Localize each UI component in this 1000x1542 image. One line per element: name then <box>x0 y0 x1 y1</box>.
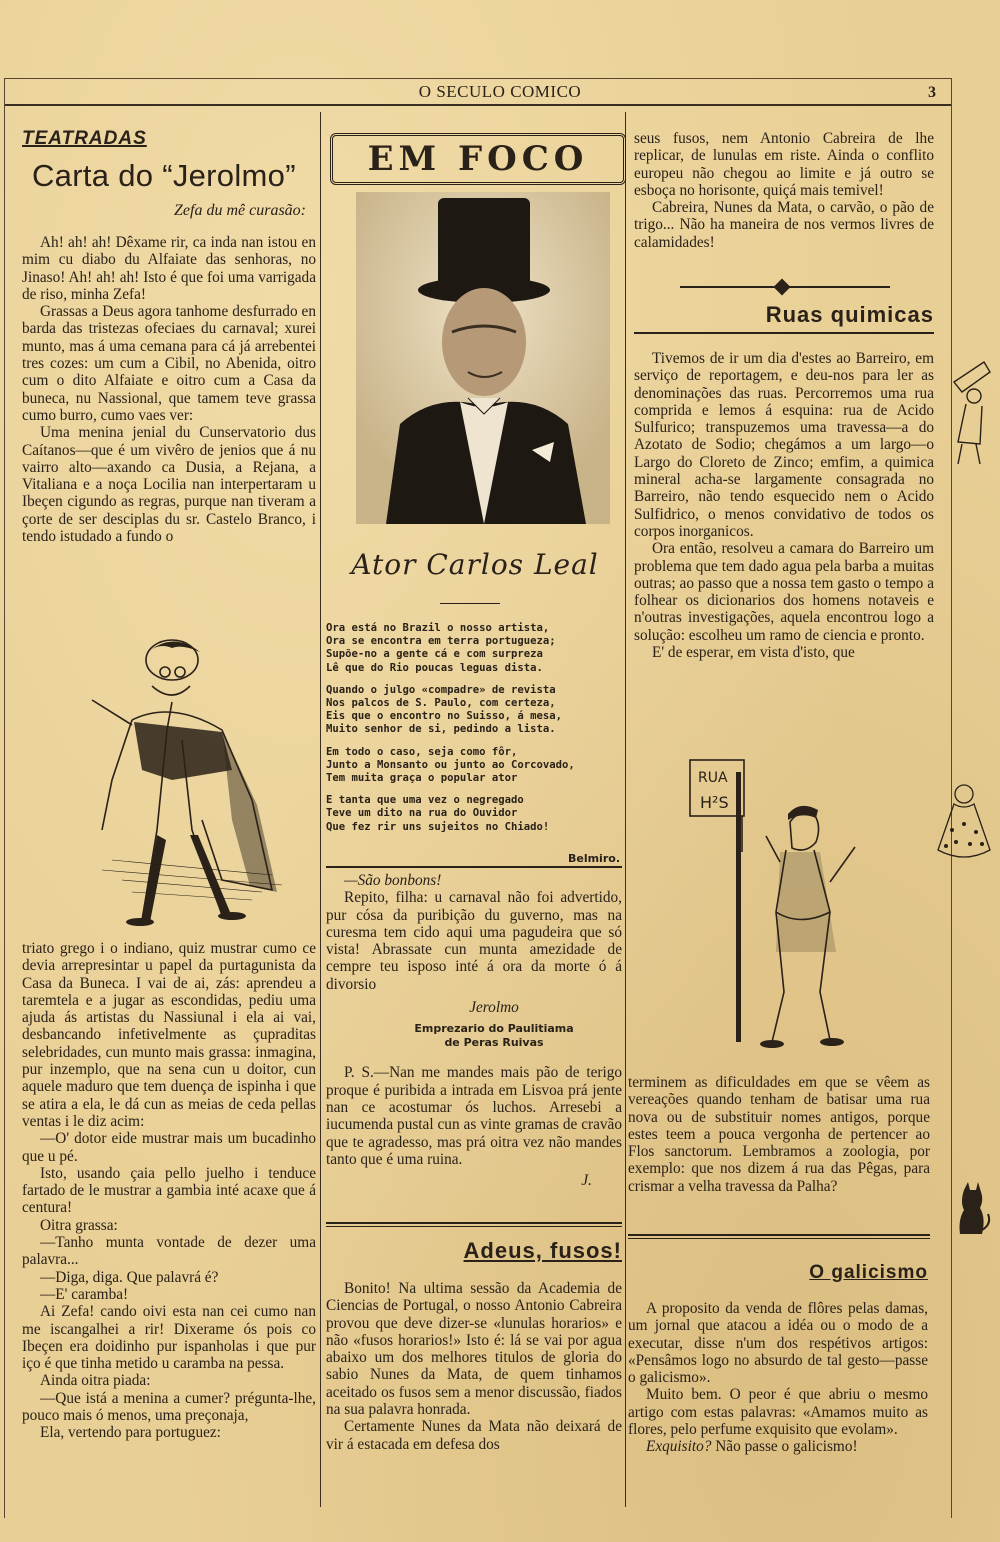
poem-line: Ora se encontra em terra portugueza; <box>326 635 556 648</box>
section-rule <box>628 1238 930 1239</box>
poem-stanza <box>326 622 626 675</box>
letter-salutation: Zefa du mê curasão: <box>174 202 306 219</box>
poem-line: Em todo o caso, seja como fôr, <box>326 745 518 758</box>
paragraph: seus fusos, nem Antonio Cabreira de lhe replicar, de lunulas em riste. Ainda o conflito europeu não chegou ao limite e já outro se esboça no horisonte, quiçá mais temivel! <box>634 130 934 199</box>
paragraph: Certamente Nunes da Mata não deixará de vir á estacada em defesa dos <box>326 1418 622 1453</box>
article-body-bottom <box>22 940 316 1442</box>
margin-doodle-lady <box>930 780 998 870</box>
paragraph: triato grego i o indiano, quiz mustrar cumo ce devia arrepresintar u papel da purtagunista da Casa da Buneca. I vai de ai, zás: aprendeu a taremtela e a jugar as escondidas, pediu uma ajuda ás artistas du Nassiunal i ela ai vai, desbancando infetivelmente as çupraditas selebridades, cun munto mais grassa: inmagina, pur inzemplo, que na sena cun u doitor, cun aquele maduro que tem duença de ispinha i que se atira a ela, le dá cun as meias de ceda pellas ventas i le diz acim: <box>22 940 316 1130</box>
top-border <box>4 78 952 79</box>
paragraph: P. S.—Nan me mandes mais pão de terigo proque é puribida a intrada em Lisvoa prá jente nan ce acostumar ós luchos. Arresebi a iucumenda pustal cun as vinte gramas de cravão que te agradesso, mas prá oitra vez não mandes tanto que é uma ruina. <box>326 1064 622 1168</box>
poem-line: Muito senhor de si, pedindo a lista. <box>326 723 556 736</box>
running-head <box>0 82 1000 104</box>
poem <box>326 622 626 843</box>
em-foco-banner: EM FOCO <box>330 133 626 185</box>
poem-line: E tanta que uma vez o negregado <box>326 794 524 807</box>
signatory-title <box>366 1022 622 1050</box>
section-rule <box>326 1222 622 1224</box>
article-adeus-fusos-continued <box>634 130 934 251</box>
paragraph <box>326 872 622 889</box>
paragraph: —Que istá a menina a cumer? prégunta-lhe, pouco mais ó menos, uma preçonaja, <box>22 1389 316 1425</box>
article-heading: O galicismo <box>809 1262 928 1283</box>
article-body-top <box>22 234 316 545</box>
newspaper-title: O SECULO COMICO <box>418 82 582 101</box>
article-adeus-fusos <box>326 1238 622 1453</box>
paragraph: Muito bem. O peor é que abriu o mesmo artigo com estas palavras: «Amamos muito as flores, pelo perfume exquisito que evolam». <box>628 1386 928 1439</box>
street-sign-line-2: H²S <box>700 793 729 812</box>
paragraph: Oitra grassa: <box>40 1216 118 1234</box>
letter-continuation <box>326 872 622 1189</box>
poem-line: Nos palcos de S. Paulo, com certeza, <box>326 697 556 710</box>
paragraph: Cabreira, Nunes da Mata, o carvão, o pão de trigo... Não ha maneira de nos vermos livres de calamidades! <box>634 199 934 251</box>
caption-divider <box>440 603 500 604</box>
article-title: Carta do “Jerolmo” <box>32 158 296 193</box>
article-ruas-quimicas-continued <box>628 1074 930 1195</box>
article-galicismo <box>628 1262 928 1456</box>
poem-line: Lê que do Rio poucas leguas dista. <box>326 661 543 674</box>
paragraph: E' de esperar, em vista d'isto, que <box>652 644 855 662</box>
paragraph: terminem as dificuldades em que se vêem as vereações quando tenham de batisar uma rua nova ou de substituir nomes antigos, porque estes teem a pouca vergonha de pertencer ao Flos sanctorum. Lembramos a zoologia, por exemplo: que nos dizem á rua das Pêgas, para crismar a velha travessa da Palha? <box>628 1074 930 1195</box>
poem-stanza <box>326 794 626 834</box>
paragraph: Bonito! Na ultima sessão da Academia de Ciencias de Portugal, o nosso Antonio Cabreira provou que deve dizer-se «lunulas horarios» e não «fusos horarios!» Isto é: lá se vai por agua abaixo um dos melhores titulos de gloria do sabio Nunes da Mata, de quem tinhamos aceitado os fusos sem a menor discussão, fiados na sua palavra honrada. <box>326 1280 622 1419</box>
paragraph: Repito, filha: u carnaval não foi advertido, pur cósa da puribição du guverno, mas na curesma tem cido aqui uma pagudeira que só vista! Abrassate cun munta amezidade de cempre teu isposo inté á ora da morte ó á divorsio <box>326 889 622 993</box>
ps-signature: J. <box>581 1172 592 1190</box>
paragraph: Tivemos de ir um dia d'estes ao Barreiro, em serviço de reportagem, e deu-nos para ler as denominações das ruas. Percorremos uma rua comprida e lemos á esquina: rua de Acido Sulfurico; transpuzemos uma travessa—a do Azotato de Sodio; chegámos a um largo—o Largo do Cloreto de Zinco; emfim, a quimica mineral acha-se largamente consagrada no Barreiro, não tendo esquecido nem o Acido Sulfidrico, o menos convidativo de todos os corpos inorganicos. <box>634 350 934 540</box>
paragraph-text: —São bonbons! <box>344 872 442 889</box>
section-rule <box>326 1226 622 1227</box>
paragraph: A proposito da venda de flôres pelas damas, um jornal que atacou a idéa ou o modo de a executar, disse n'um dos respétivos artigos: «Pensâmos logo no absurdo de tal gesto—passe o galicismo». <box>628 1300 928 1387</box>
portrait-caption: Ator Carlos Leal <box>351 548 599 581</box>
poem-line: Teve um dito na rua do Ouvidor <box>326 807 518 820</box>
heading-underline <box>634 332 934 334</box>
paragraph: —E' caramba! <box>40 1285 129 1303</box>
poem-signature: Belmiro. <box>567 852 620 865</box>
article-heading: Ruas quimicas <box>765 302 934 327</box>
poem-line: Tem muita graça o popular ator <box>326 772 518 785</box>
left-frame-line <box>4 78 5 1518</box>
article-body <box>628 1300 928 1456</box>
paragraph: Grassas a Deus agora tanhome desfurrado en barda das tristezas ofeciaes du carnaval; xurei munto, mas á uma cemana para cá já arrebentei tres cozes: um cum a Cibil, no Abenida, oitro cum o dito Alfaiate e oitro cum a Casa da buneca, nu Nassional, que tamem teve grassa cumo burro, cumo vaes ver: <box>22 303 316 424</box>
paragraph: Ah! ah! ah! Dêxame rir, ca inda nan istou en mim cu diabo du Alfaiate das senhoras, no Jinaso! Ah! ah! ah! Isto é que foi uma varrigada de riso, minha Zefa! <box>22 234 316 303</box>
column-teatradas <box>22 128 316 545</box>
article-heading: Adeus, fusos! <box>463 1238 622 1263</box>
section-rule <box>326 866 622 868</box>
page-number: 3 <box>928 84 937 101</box>
paragraph: —Diga, diga. Que palavrá é? <box>40 1268 219 1286</box>
paragraph: Uma menina jenial du Cunservatorio dus Caítanos—que é um vivêro de jenios que á nu vairro alto—axando ca Dusia, a Rejana, a Vitaliana e a noça Locilia nan interpertaram u Ibeçen cigundo as regras, purque nan tiveram a çorte de ser desciplas du sr. Castelo Branco, i tendo istudado a fundo o <box>22 424 316 546</box>
header-rule <box>4 104 952 106</box>
poem-line: Eis que o encontro no Suisso, á mesa, <box>326 710 562 723</box>
paragraph: —Tanho munta vontade de dezer uma palavra... <box>22 1234 316 1269</box>
signatory-title-line: Emprezario do Paulitiama <box>414 1022 574 1036</box>
letter-signature: Jerolmo <box>469 999 519 1017</box>
section-rule <box>628 1234 930 1236</box>
section-kicker: TEATRADAS <box>22 128 147 149</box>
paragraph: Ainda oitra piada: <box>40 1372 151 1390</box>
poem-line: Supõe-no a gente cá e com surpreza <box>326 648 543 661</box>
margin-doodle-figure <box>944 352 998 472</box>
paragraph: Ora então, resolveu a camara do Barreiro um problema que tem dado agua pela barba a muitas outras; ao passo que a nossa tem gasto o tempo a folhear os dicionarios dos homens notaveis e n'outras investigações, aquela encontrou logo a solução: escolheu um ramo de ciencia e pronto. <box>634 540 934 644</box>
street-sign-line-1: RUA <box>698 770 728 786</box>
paragraph: Isto, usando çaia pello juelho i tenduce fartado de le mustrar a gambia inté acaxe que á centura! <box>22 1164 316 1217</box>
poem-line: Que fez rir uns sujeitos no Chiado! <box>326 820 550 833</box>
paragraph: Ai Zefa! cando oivi esta nan cei cumo nan me iscangalhei a rir! Dixerame ós pois co Ibeçen era doidinho pur ispanholas i que pur iço é que tinha metido u caramba na pessa. <box>22 1303 316 1373</box>
caricature-illustration <box>72 630 312 930</box>
poem-line: Quando o julgo «compadre» de revista <box>326 683 556 696</box>
emphasized-word: Exquisito? <box>646 1438 712 1456</box>
poem-line: Ora está no Brazil o nosso artista, <box>326 622 550 634</box>
article-body <box>634 350 934 661</box>
article-ruas-quimicas <box>634 302 934 661</box>
signatory-title-line: de Peras Ruivas <box>444 1036 544 1050</box>
actor-portrait-photo <box>356 192 610 524</box>
poem-stanza <box>326 684 626 737</box>
article-body <box>326 1280 622 1453</box>
paragraph <box>628 1438 928 1455</box>
column-rule-1 <box>320 112 321 1507</box>
paragraph: Ela, vertendo para portuguez: <box>40 1424 221 1442</box>
street-sign-illustration <box>680 752 880 1052</box>
poem-line: Junto a Monsanto ou junto ao Corcovado, <box>326 758 575 771</box>
paragraph-text: Não passe o galicismo! <box>711 1438 858 1456</box>
portrait-image <box>356 192 610 524</box>
margin-doodle-cat <box>952 1180 992 1238</box>
poem-stanza <box>326 746 626 786</box>
paragraph: —O' dotor eide mustrar mais um bucadinho que u pé. <box>22 1130 316 1165</box>
